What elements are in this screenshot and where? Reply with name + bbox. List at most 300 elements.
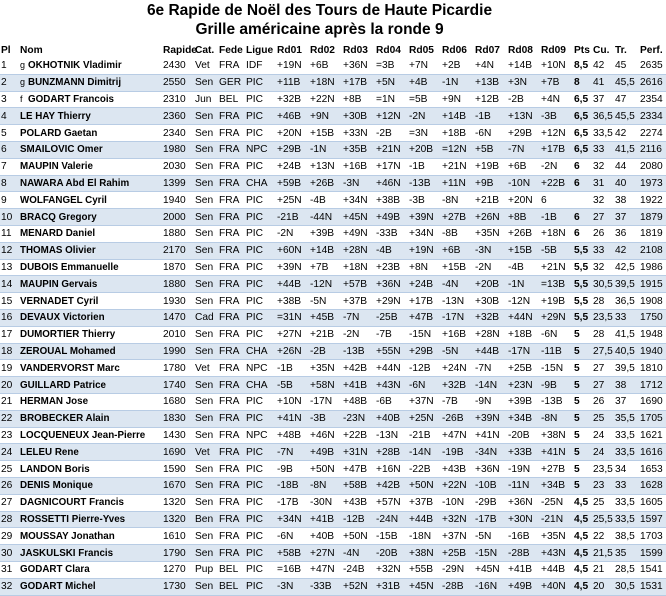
points-cell: 5 xyxy=(573,477,592,494)
page-subtitle: Grille américaine après la ronde 9 xyxy=(195,21,444,38)
place-cell: 22 xyxy=(0,410,19,427)
player-name-cell xyxy=(19,528,162,545)
player-name-cell xyxy=(19,141,162,158)
round-result-cell: +29N xyxy=(375,293,408,310)
category-cell: Sen xyxy=(194,494,218,511)
round-result-cell: -5B xyxy=(540,242,573,259)
round-result-cell: +46N xyxy=(375,175,408,192)
round-result-cell: +24N xyxy=(441,360,474,377)
category-cell: Sen xyxy=(194,427,218,444)
column-header: Perf. xyxy=(640,44,663,56)
round-result-cell: +30N xyxy=(507,511,540,528)
performance-cell: 2116 xyxy=(639,141,666,158)
league-cell: PIC xyxy=(245,511,276,528)
column-header: Rd07 xyxy=(475,44,500,56)
round-result-cell: +17N xyxy=(375,158,408,175)
tiebreak-cell: 38,5 xyxy=(614,528,639,545)
league-cell: CHA xyxy=(245,175,276,192)
points-cell: 5 xyxy=(573,444,592,461)
round-result-cell: +49B xyxy=(507,578,540,595)
round-result-cell: -33B xyxy=(309,578,342,595)
performance-cell: 1653 xyxy=(639,461,666,478)
player-name: DUBOIS Emmanuelle xyxy=(20,261,119,273)
round-result-cell: +57B xyxy=(342,276,375,293)
federation-cell: FRA xyxy=(218,494,245,511)
tiebreak-cell: 30,5 xyxy=(614,578,639,595)
points-cell: 5 xyxy=(573,427,592,444)
cumulative-cell: 28 xyxy=(592,326,614,343)
round-result-cell: +37N xyxy=(408,393,441,410)
performance-cell: 1599 xyxy=(639,545,666,562)
round-result-cell: +43N xyxy=(540,545,573,562)
round-result-cell: +6B xyxy=(441,242,474,259)
league-cell: NPC xyxy=(245,141,276,158)
place-cell: 13 xyxy=(0,259,19,276)
points-cell: 5 xyxy=(573,343,592,360)
round-result-cell: -5N xyxy=(441,343,474,360)
round-result-cell: +26B xyxy=(507,225,540,242)
place-cell: 18 xyxy=(0,343,19,360)
player-name-cell xyxy=(19,209,162,226)
performance-cell: 1531 xyxy=(639,578,666,595)
player-name-cell xyxy=(19,511,162,528)
round-result-cell: +19N xyxy=(408,242,441,259)
tiebreak-cell: 36 xyxy=(614,225,639,242)
round-result-cell: -2N xyxy=(474,259,507,276)
points-cell: 4,5 xyxy=(573,528,592,545)
points-cell: 8,5 xyxy=(573,58,592,74)
category-cell: Vet xyxy=(194,58,218,74)
player-name-cell xyxy=(19,461,162,478)
round-result-cell: -25N xyxy=(540,494,573,511)
points-cell: 6,5 xyxy=(573,125,592,142)
rating-cell: 1740 xyxy=(162,377,194,394)
player-name: GODART Francois xyxy=(28,93,115,105)
column-header: Ligue xyxy=(246,44,274,56)
round-result-cell: -13B xyxy=(342,343,375,360)
round-result-cell: -2N xyxy=(276,225,309,242)
player-name-cell xyxy=(19,343,162,360)
place-cell: 14 xyxy=(0,276,19,293)
player-name-cell xyxy=(19,494,162,511)
points-cell: 6,5 xyxy=(573,108,592,125)
points-cell: 6 xyxy=(573,225,592,242)
round-result-cell: -1B xyxy=(276,360,309,377)
round-result-cell: +15B xyxy=(441,259,474,276)
round-result-cell: +7B xyxy=(540,74,573,91)
cumulative-cell: 32 xyxy=(592,158,614,175)
place-cell: 29 xyxy=(0,528,19,545)
federation-cell: FRA xyxy=(218,58,245,74)
round-result-cell: +43B xyxy=(441,461,474,478)
round-result-cell: -3N xyxy=(474,242,507,259)
round-result-cell: +34B xyxy=(540,477,573,494)
cumulative-cell: 25,5 xyxy=(592,511,614,528)
column-header: Rd03 xyxy=(343,44,368,56)
table-row xyxy=(0,108,666,125)
category-cell: Sen xyxy=(194,276,218,293)
place-cell: 20 xyxy=(0,377,19,394)
table-row xyxy=(0,91,666,108)
cumulative-cell: 26 xyxy=(592,225,614,242)
performance-cell: 1810 xyxy=(639,360,666,377)
round-result-cell: +14B xyxy=(507,58,540,74)
round-result-cell: +45N xyxy=(342,209,375,226)
category-cell: Sen xyxy=(194,578,218,595)
round-result-cell: +6B xyxy=(309,58,342,74)
player-title: g xyxy=(20,60,26,71)
round-result-cell: =3B xyxy=(375,58,408,74)
round-result-cell: -29B xyxy=(474,494,507,511)
round-result-cell: +10N xyxy=(540,58,573,74)
rating-cell: 2010 xyxy=(162,326,194,343)
round-result-cell: -34N xyxy=(474,444,507,461)
category-cell: Sen xyxy=(194,209,218,226)
category-cell: Sen xyxy=(194,326,218,343)
rating-cell: 2360 xyxy=(162,108,194,125)
round-result-cell: +16B xyxy=(441,326,474,343)
round-result-cell: +21N xyxy=(375,141,408,158)
round-result-cell: +26B xyxy=(309,175,342,192)
rating-cell: 1990 xyxy=(162,343,194,360)
round-result-cell: -17N xyxy=(507,343,540,360)
place-cell: 12 xyxy=(0,242,19,259)
points-cell: 5 xyxy=(573,461,592,478)
column-header: Pl xyxy=(1,44,11,56)
category-cell: Sen xyxy=(194,528,218,545)
table-row xyxy=(0,259,666,276)
table-row xyxy=(0,74,666,91)
table-row xyxy=(0,343,666,360)
league-cell: PIC xyxy=(245,225,276,242)
round-result-cell: +4B xyxy=(408,74,441,91)
points-cell: 5,5 xyxy=(573,259,592,276)
league-cell: PIC xyxy=(245,494,276,511)
round-result-cell: +45B xyxy=(309,309,342,326)
table-row xyxy=(0,242,666,259)
federation-cell: FRA xyxy=(218,477,245,494)
player-name-cell xyxy=(19,578,162,595)
performance-cell: 1597 xyxy=(639,511,666,528)
league-cell: PIC xyxy=(245,276,276,293)
federation-cell: FRA xyxy=(218,276,245,293)
round-result-cell: -17B xyxy=(276,494,309,511)
player-name-cell xyxy=(19,192,162,209)
round-result-cell: -15N xyxy=(474,545,507,562)
round-result-cell: +50N xyxy=(342,528,375,545)
round-result-cell: -9B xyxy=(276,461,309,478)
round-result-cell: +41B xyxy=(507,561,540,578)
tiebreak-cell: 36,5 xyxy=(614,293,639,310)
tiebreak-cell: 47 xyxy=(614,91,639,108)
place-cell: 27 xyxy=(0,494,19,511)
round-result-cell: +27N xyxy=(309,545,342,562)
round-result-cell: +48B xyxy=(342,393,375,410)
round-result-cell: -8N xyxy=(540,410,573,427)
player-name: MENARD Daniel xyxy=(20,228,96,240)
column-header: Cat. xyxy=(195,44,215,56)
league-cell: PIC xyxy=(245,326,276,343)
round-result-cell: -12B xyxy=(342,511,375,528)
table-row xyxy=(0,158,666,175)
cumulative-cell: 37 xyxy=(592,91,614,108)
points-cell: 5 xyxy=(573,360,592,377)
points-cell xyxy=(573,192,592,209)
round-result-cell: -28B xyxy=(441,578,474,595)
player-name-cell xyxy=(19,410,162,427)
category-cell: Sen xyxy=(194,477,218,494)
performance-cell: 1605 xyxy=(639,494,666,511)
performance-cell: 1973 xyxy=(639,175,666,192)
rating-cell: 1690 xyxy=(162,444,194,461)
rating-cell: 1430 xyxy=(162,427,194,444)
round-result-cell: +13N xyxy=(507,108,540,125)
round-result-cell: +49N xyxy=(342,225,375,242)
tiebreak-cell: 35,5 xyxy=(614,410,639,427)
federation-cell: FRA xyxy=(218,125,245,142)
place-cell: 6 xyxy=(0,141,19,158)
cumulative-cell: 21 xyxy=(592,561,614,578)
rating-cell: 1399 xyxy=(162,175,194,192)
round-result-cell: =13B xyxy=(540,276,573,293)
points-cell: 4,5 xyxy=(573,494,592,511)
round-result-cell: +47N xyxy=(309,561,342,578)
round-result-cell: +25B xyxy=(507,360,540,377)
place-cell: 26 xyxy=(0,477,19,494)
place-cell: 24 xyxy=(0,444,19,461)
player-name-cell xyxy=(19,477,162,494)
league-cell: PIC xyxy=(245,108,276,125)
round-result-cell: -7N xyxy=(507,141,540,158)
rating-cell: 2340 xyxy=(162,125,194,142)
performance-cell: 1621 xyxy=(639,427,666,444)
round-result-cell: +44N xyxy=(375,360,408,377)
column-header: Rd08 xyxy=(508,44,533,56)
round-result-cell: -13B xyxy=(408,175,441,192)
round-result-cell: +35N xyxy=(309,360,342,377)
player-name-cell xyxy=(19,326,162,343)
cumulative-cell: 36,5 xyxy=(592,108,614,125)
round-result-cell: +41N xyxy=(474,427,507,444)
player-name-cell xyxy=(19,125,162,142)
rating-cell: 1670 xyxy=(162,477,194,494)
performance-cell: 1986 xyxy=(639,259,666,276)
round-result-cell: +16N xyxy=(375,461,408,478)
federation-cell: FRA xyxy=(218,259,245,276)
round-result-cell: +22B xyxy=(342,427,375,444)
league-cell: NPC xyxy=(245,427,276,444)
round-result-cell: +57N xyxy=(375,494,408,511)
column-header: Pts xyxy=(574,44,590,56)
round-result-cell: +34N xyxy=(342,192,375,209)
cumulative-cell: 26 xyxy=(592,393,614,410)
place-cell: 19 xyxy=(0,360,19,377)
round-result-cell: +9N xyxy=(441,91,474,108)
round-result-cell: +47B xyxy=(408,309,441,326)
cumulative-cell: 27 xyxy=(592,377,614,394)
round-result-cell: -12N xyxy=(507,293,540,310)
round-result-cell: +3N xyxy=(507,74,540,91)
round-result-cell: +12N xyxy=(375,108,408,125)
table-row xyxy=(0,511,666,528)
round-result-cell: -1B xyxy=(540,209,573,226)
round-result-cell: +4N xyxy=(474,58,507,74)
round-result-cell: -2N xyxy=(408,108,441,125)
points-cell: 5 xyxy=(573,377,592,394)
cumulative-cell: 27 xyxy=(592,209,614,226)
rating-cell: 1320 xyxy=(162,494,194,511)
league-cell: PIC xyxy=(245,477,276,494)
league-cell: PIC xyxy=(245,545,276,562)
tiebreak-cell: 42 xyxy=(614,125,639,142)
league-cell: PIC xyxy=(245,91,276,108)
category-cell: Sen xyxy=(194,192,218,209)
round-result-cell: +11B xyxy=(276,74,309,91)
player-name: ROSSETTI Pierre-Yves xyxy=(20,513,126,525)
round-result-cell: +20N xyxy=(276,125,309,142)
table-row xyxy=(0,545,666,562)
league-cell: PIC xyxy=(245,393,276,410)
round-result-cell: +21N xyxy=(441,158,474,175)
round-result-cell: +41B xyxy=(342,377,375,394)
category-cell: Sen xyxy=(194,461,218,478)
federation-cell: FRA xyxy=(218,293,245,310)
player-title: f xyxy=(20,93,23,104)
points-cell: 5,5 xyxy=(573,293,592,310)
points-cell: 4,5 xyxy=(573,545,592,562)
round-result-cell: +18N xyxy=(342,259,375,276)
round-result-cell: -8B xyxy=(441,225,474,242)
points-cell: 5,5 xyxy=(573,309,592,326)
round-result-cell: -44N xyxy=(309,209,342,226)
round-result-cell: -17N xyxy=(309,393,342,410)
round-result-cell: -2N xyxy=(342,326,375,343)
cumulative-cell: 32 xyxy=(592,192,614,209)
points-cell: 5,5 xyxy=(573,242,592,259)
round-result-cell: +32B xyxy=(474,309,507,326)
player-name: VERNADET Cyril xyxy=(20,295,99,307)
column-header: Cu. xyxy=(593,44,610,56)
round-result-cell: =5B xyxy=(408,91,441,108)
player-name: POLARD Gaetan xyxy=(20,127,98,139)
round-result-cell: -30N xyxy=(309,494,342,511)
round-result-cell: -11B xyxy=(540,343,573,360)
table-header-row xyxy=(0,42,666,58)
player-name-cell xyxy=(19,427,162,444)
tiebreak-cell: 39,5 xyxy=(614,360,639,377)
round-result-cell: -7N xyxy=(342,309,375,326)
player-name-cell xyxy=(19,444,162,461)
round-result-cell: -21B xyxy=(408,427,441,444)
round-result-cell: +36N xyxy=(474,461,507,478)
category-cell: Sen xyxy=(194,259,218,276)
league-cell: CHA xyxy=(245,343,276,360)
tiebreak-cell: 40 xyxy=(614,175,639,192)
rating-cell: 1780 xyxy=(162,360,194,377)
tiebreak-cell: 38 xyxy=(614,192,639,209)
league-cell: NPC xyxy=(245,360,276,377)
round-result-cell: -6N xyxy=(474,125,507,142)
league-cell: PIC xyxy=(245,259,276,276)
round-result-cell: +36N xyxy=(507,494,540,511)
round-result-cell: +36N xyxy=(342,58,375,74)
round-result-cell: +58N xyxy=(309,377,342,394)
player-name: LELEU Rene xyxy=(20,446,79,458)
round-result-cell: =1N xyxy=(375,91,408,108)
round-result-cell: +22N xyxy=(309,91,342,108)
round-result-cell: +45N xyxy=(474,561,507,578)
cumulative-cell: 33,5 xyxy=(592,125,614,142)
round-result-cell: -3B xyxy=(309,410,342,427)
points-cell: 8 xyxy=(573,74,592,91)
cumulative-cell: 24 xyxy=(592,427,614,444)
tiebreak-cell: 33,5 xyxy=(614,427,639,444)
player-name-cell xyxy=(19,393,162,410)
round-result-cell: +25N xyxy=(276,192,309,209)
round-result-cell: +36N xyxy=(375,276,408,293)
rating-cell: 1830 xyxy=(162,410,194,427)
round-result-cell: +34N xyxy=(276,511,309,528)
player-name-cell xyxy=(19,360,162,377)
round-result-cell: -26B xyxy=(441,410,474,427)
round-result-cell: +50N xyxy=(408,477,441,494)
cumulative-cell: 22 xyxy=(592,528,614,545)
player-name: WOLFANGEL Cyril xyxy=(20,194,107,206)
tiebreak-cell: 45 xyxy=(614,58,639,74)
round-result-cell: +11N xyxy=(441,175,474,192)
place-cell: 9 xyxy=(0,192,19,209)
performance-cell: 2635 xyxy=(639,58,666,74)
federation-cell: BEL xyxy=(218,578,245,595)
player-name-cell xyxy=(19,91,162,108)
place-cell: 2 xyxy=(0,74,19,91)
tiebreak-cell: 44 xyxy=(614,158,639,175)
player-name: BROBECKER Alain xyxy=(20,413,110,425)
tiebreak-cell: 41,5 xyxy=(614,141,639,158)
round-result-cell: -6N xyxy=(540,326,573,343)
cumulative-cell: 25 xyxy=(592,494,614,511)
league-cell: PIC xyxy=(245,561,276,578)
player-name: MOUSSAY Jonathan xyxy=(20,530,115,542)
round-result-cell: +12B xyxy=(474,91,507,108)
table-row xyxy=(0,393,666,410)
round-result-cell: +38B xyxy=(276,293,309,310)
round-result-cell: +55N xyxy=(375,343,408,360)
federation-cell: FRA xyxy=(218,444,245,461)
round-result-cell: +47N xyxy=(441,427,474,444)
round-result-cell: -15N xyxy=(408,326,441,343)
performance-cell: 2080 xyxy=(639,158,666,175)
round-result-cell: +40B xyxy=(375,410,408,427)
round-result-cell: +35N xyxy=(474,225,507,242)
federation-cell: FRA xyxy=(218,242,245,259)
place-cell: 8 xyxy=(0,175,19,192)
round-result-cell: +34B xyxy=(507,410,540,427)
standings-table xyxy=(0,42,666,596)
round-result-cell: +33B xyxy=(507,444,540,461)
player-name-cell xyxy=(19,561,162,578)
federation-cell: FRA xyxy=(218,209,245,226)
round-result-cell: -33B xyxy=(375,225,408,242)
table-row xyxy=(0,293,666,310)
tiebreak-cell: 42 xyxy=(614,242,639,259)
league-cell: PIC xyxy=(245,309,276,326)
league-cell: PIC xyxy=(245,293,276,310)
round-result-cell: -6B xyxy=(375,393,408,410)
round-result-cell: +37B xyxy=(408,494,441,511)
column-header: Nom xyxy=(20,44,43,56)
round-result-cell: +9B xyxy=(474,175,507,192)
